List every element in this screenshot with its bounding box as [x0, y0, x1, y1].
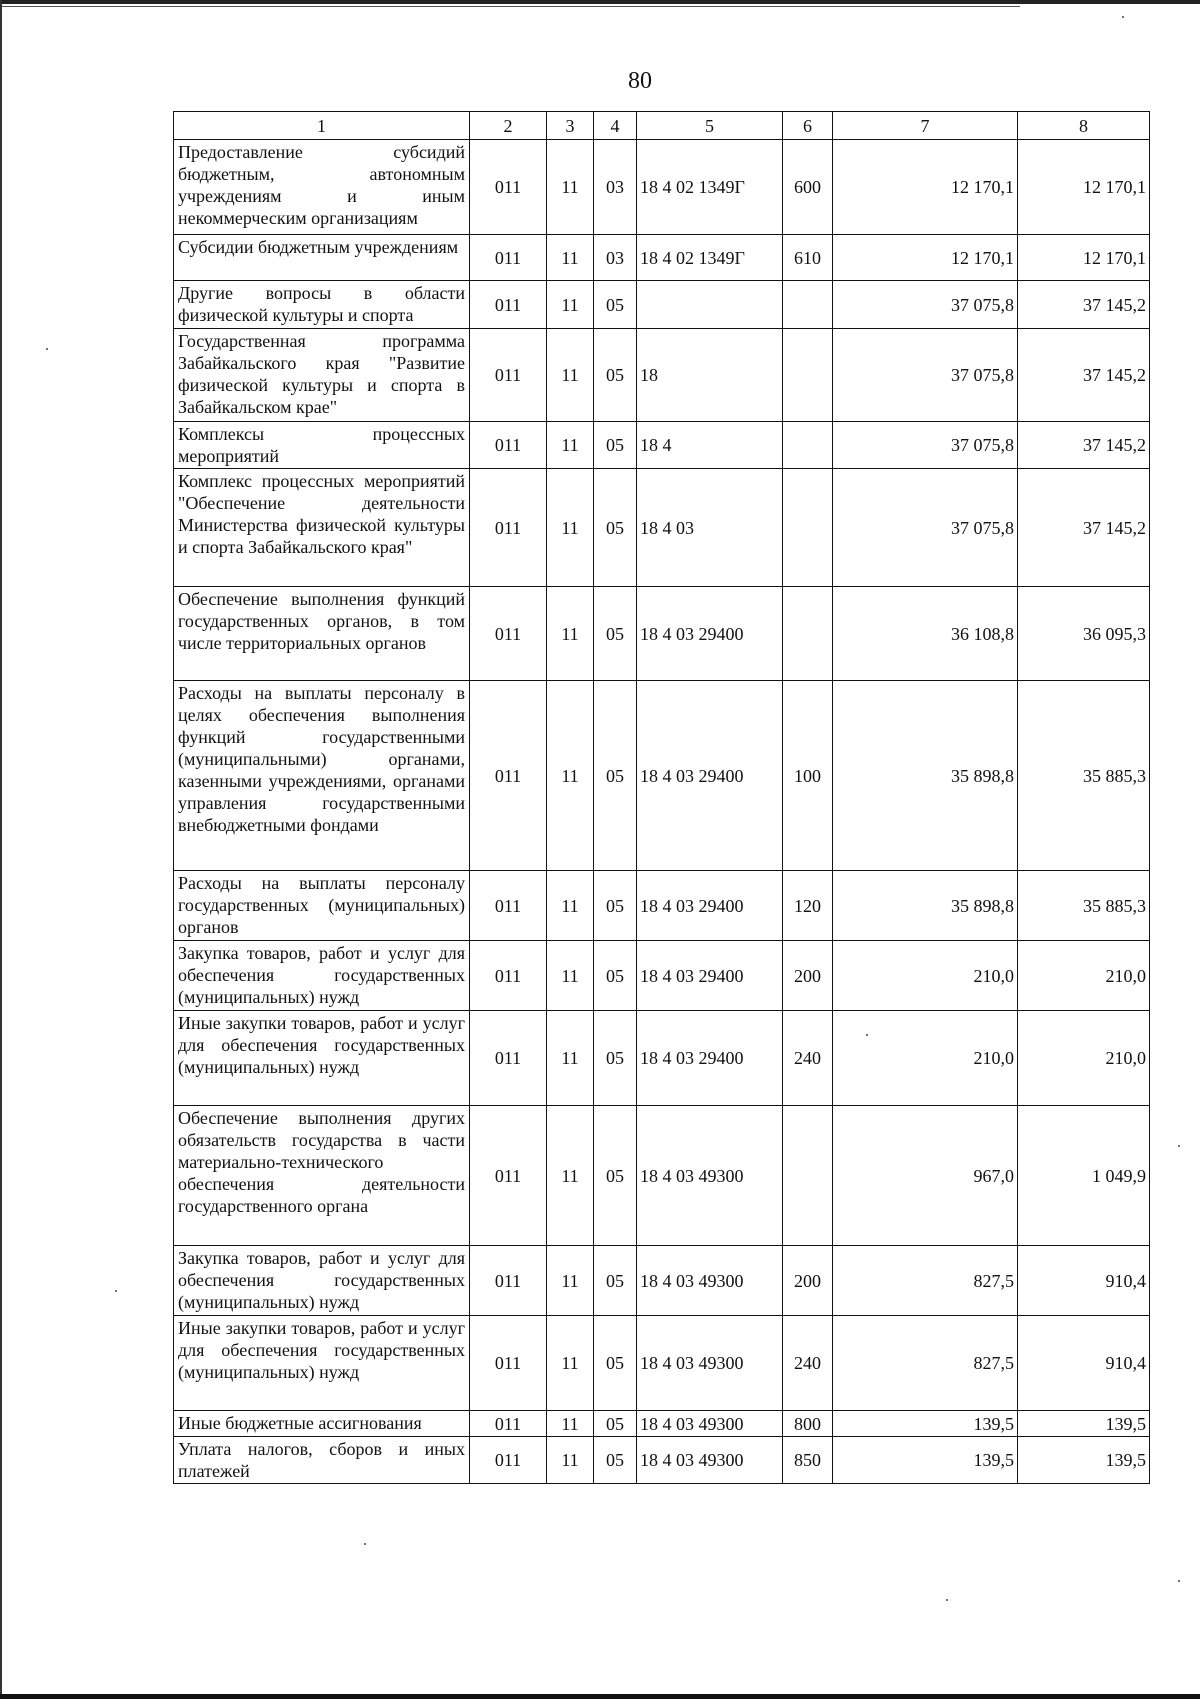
cell-target-article: 18 4 03 29400	[637, 941, 783, 1011]
row-name: Государственная программа Забайкальского края "Развитие физической культуры и спорта в Забайкальском крае"	[174, 329, 470, 422]
cell-amount-year1: 37 075,8	[833, 469, 1018, 587]
cell-target-article: 18 4 02 1349Г	[637, 140, 783, 235]
cell-amount-year2: 12 170,1	[1018, 235, 1150, 281]
scan-speck	[1178, 1580, 1180, 1582]
header-cell: 8	[1018, 112, 1150, 140]
table-row	[174, 140, 1150, 235]
cell-expense-type	[783, 469, 833, 587]
cell-subsection: 05	[594, 1106, 637, 1246]
cell-amount-year1: 12 170,1	[833, 235, 1018, 281]
table-row	[174, 1011, 1150, 1106]
cell-target-article: 18 4 02 1349Г	[637, 235, 783, 281]
cell-amount-year2: 35 885,3	[1018, 871, 1150, 941]
cell-amount-year2: 210,0	[1018, 1011, 1150, 1106]
scan-speck	[115, 1290, 117, 1292]
cell-section: 11	[547, 1411, 594, 1437]
cell-expense-type: 240	[783, 1316, 833, 1411]
cell-subsection: 05	[594, 941, 637, 1011]
cell-subsection: 03	[594, 140, 637, 235]
cell-amount-year1: 37 075,8	[833, 281, 1018, 329]
table-row	[174, 1246, 1150, 1316]
cell-expense-type: 600	[783, 140, 833, 235]
header-cell: 5	[637, 112, 783, 140]
table-row	[174, 1106, 1150, 1246]
cell-ministry: 011	[470, 941, 547, 1011]
cell-target-article: 18 4 03 49300	[637, 1411, 783, 1437]
cell-amount-year2: 210,0	[1018, 941, 1150, 1011]
cell-target-article: 18 4 03	[637, 469, 783, 587]
table-row	[174, 587, 1150, 681]
cell-ministry: 011	[470, 1411, 547, 1437]
cell-section: 11	[547, 871, 594, 941]
cell-amount-year2: 910,4	[1018, 1316, 1150, 1411]
cell-section: 11	[547, 329, 594, 422]
cell-amount-year2: 35 885,3	[1018, 681, 1150, 871]
cell-expense-type: 120	[783, 871, 833, 941]
cell-subsection: 05	[594, 1316, 637, 1411]
row-name: Иные закупки товаров, работ и услуг для обеспечения государственных (муниципальных) нужд	[174, 1316, 470, 1411]
cell-section: 11	[547, 681, 594, 871]
cell-section: 11	[547, 941, 594, 1011]
cell-amount-year1: 827,5	[833, 1316, 1018, 1411]
cell-expense-type: 610	[783, 235, 833, 281]
cell-target-article: 18 4 03 29400	[637, 871, 783, 941]
cell-ministry: 011	[470, 235, 547, 281]
cell-amount-year2: 37 145,2	[1018, 422, 1150, 469]
cell-expense-type	[783, 281, 833, 329]
row-name: Комплекс процессных мероприятий "Обеспечение деятельности Министерства физической культуры и спорта Забайкальского края"	[174, 469, 470, 587]
row-name: Предоставление субсидий бюджетным, автономным учреждениям и иным некоммерческим организациям	[174, 140, 470, 235]
scan-speck	[1122, 16, 1124, 18]
cell-ministry: 011	[470, 1106, 547, 1246]
cell-amount-year2: 37 145,2	[1018, 469, 1150, 587]
scan-edge-bottom	[0, 1694, 1200, 1699]
cell-subsection: 03	[594, 235, 637, 281]
cell-expense-type	[783, 329, 833, 422]
cell-expense-type: 850	[783, 1437, 833, 1484]
table-row	[174, 1316, 1150, 1411]
row-name: Расходы на выплаты персоналу в целях обеспечения выполнения функций государственными (муниципальными) органами, казенными учреждениями, органами управления государственными внебюджетными фондами	[174, 681, 470, 871]
cell-target-article: 18 4 03 49300	[637, 1316, 783, 1411]
cell-amount-year2: 12 170,1	[1018, 140, 1150, 235]
row-name: Закупка товаров, работ и услуг для обеспечения государственных (муниципальных) нужд	[174, 1246, 470, 1316]
cell-target-article: 18	[637, 329, 783, 422]
scan-speck	[1178, 1145, 1180, 1147]
cell-amount-year1: 37 075,8	[833, 422, 1018, 469]
row-name: Расходы на выплаты персоналу государственных (муниципальных) органов	[174, 871, 470, 941]
cell-amount-year2: 139,5	[1018, 1411, 1150, 1437]
cell-subsection: 05	[594, 422, 637, 469]
row-name: Закупка товаров, работ и услуг для обеспечения государственных (муниципальных) нужд	[174, 941, 470, 1011]
table-row	[174, 1437, 1150, 1484]
row-name: Комплексы процессных мероприятий	[174, 422, 470, 469]
cell-subsection: 05	[594, 587, 637, 681]
header-cell: 6	[783, 112, 833, 140]
table-row	[174, 681, 1150, 871]
row-name: Субсидии бюджетным учреждениям	[174, 235, 470, 281]
cell-subsection: 05	[594, 1011, 637, 1106]
cell-ministry: 011	[470, 422, 547, 469]
cell-subsection: 05	[594, 281, 637, 329]
cell-target-article: 18 4 03 29400	[637, 1011, 783, 1106]
cell-target-article: 18 4 03 49300	[637, 1246, 783, 1316]
cell-expense-type: 200	[783, 941, 833, 1011]
row-name: Обеспечение выполнения других обязательств государства в части материально-технического обеспечения деятельности государственного органа	[174, 1106, 470, 1246]
cell-ministry: 011	[470, 1246, 547, 1316]
cell-section: 11	[547, 281, 594, 329]
cell-target-article: 18 4	[637, 422, 783, 469]
cell-amount-year1: 210,0	[833, 1011, 1018, 1106]
scan-speck	[946, 1599, 948, 1601]
cell-subsection: 05	[594, 469, 637, 587]
cell-subsection: 05	[594, 1246, 637, 1316]
cell-amount-year2: 1 049,9	[1018, 1106, 1150, 1246]
scan-edge-top	[0, 0, 1200, 4]
cell-expense-type: 240	[783, 1011, 833, 1106]
cell-amount-year2: 37 145,2	[1018, 281, 1150, 329]
cell-target-article: 18 4 03 29400	[637, 681, 783, 871]
cell-expense-type	[783, 587, 833, 681]
header-cell: 3	[547, 112, 594, 140]
row-name: Обеспечение выполнения функций государственных органов, в том числе территориальных органов	[174, 587, 470, 681]
cell-section: 11	[547, 1106, 594, 1246]
cell-ministry: 011	[470, 871, 547, 941]
table-row	[174, 941, 1150, 1011]
cell-target-article: 18 4 03 29400	[637, 587, 783, 681]
row-name: Другие вопросы в области физической культуры и спорта	[174, 281, 470, 329]
cell-section: 11	[547, 1246, 594, 1316]
header-cell: 1	[174, 112, 470, 140]
cell-amount-year1: 827,5	[833, 1246, 1018, 1316]
cell-target-article: 18 4 03 49300	[637, 1437, 783, 1484]
cell-subsection: 05	[594, 329, 637, 422]
cell-ministry: 011	[470, 1011, 547, 1106]
cell-section: 11	[547, 140, 594, 235]
cell-subsection: 05	[594, 1437, 637, 1484]
cell-amount-year1: 210,0	[833, 941, 1018, 1011]
header-cell: 7	[833, 112, 1018, 140]
cell-ministry: 011	[470, 587, 547, 681]
cell-subsection: 05	[594, 681, 637, 871]
cell-amount-year1: 967,0	[833, 1106, 1018, 1246]
table-row	[174, 235, 1150, 281]
header-cell: 2	[470, 112, 547, 140]
cell-amount-year2: 910,4	[1018, 1246, 1150, 1316]
cell-ministry: 011	[470, 1437, 547, 1484]
cell-expense-type: 200	[783, 1246, 833, 1316]
cell-subsection: 05	[594, 1411, 637, 1437]
scan-edge-top-thin	[0, 6, 1020, 7]
cell-amount-year2: 36 095,3	[1018, 587, 1150, 681]
header-cell: 4	[594, 112, 637, 140]
cell-target-article: 18 4 03 49300	[637, 1106, 783, 1246]
cell-section: 11	[547, 1011, 594, 1106]
cell-expense-type	[783, 1106, 833, 1246]
cell-ministry: 011	[470, 329, 547, 422]
page-number: 80	[628, 68, 652, 94]
row-name: Иные бюджетные ассигнования	[174, 1411, 470, 1437]
table-row	[174, 422, 1150, 469]
cell-ministry: 011	[470, 469, 547, 587]
cell-section: 11	[547, 422, 594, 469]
table-header-row	[174, 112, 1150, 140]
cell-expense-type: 100	[783, 681, 833, 871]
cell-section: 11	[547, 1316, 594, 1411]
cell-ministry: 011	[470, 140, 547, 235]
cell-amount-year1: 35 898,8	[833, 871, 1018, 941]
cell-target-article	[637, 281, 783, 329]
cell-amount-year1: 36 108,8	[833, 587, 1018, 681]
cell-amount-year1: 139,5	[833, 1411, 1018, 1437]
row-name: Иные закупки товаров, работ и услуг для обеспечения государственных (муниципальных) нужд	[174, 1011, 470, 1106]
scan-speck	[364, 1543, 366, 1545]
cell-amount-year2: 139,5	[1018, 1437, 1150, 1484]
cell-ministry: 011	[470, 681, 547, 871]
table-row	[174, 329, 1150, 422]
cell-section: 11	[547, 587, 594, 681]
cell-amount-year1: 139,5	[833, 1437, 1018, 1484]
cell-ministry: 011	[470, 1316, 547, 1411]
cell-amount-year1: 12 170,1	[833, 140, 1018, 235]
cell-section: 11	[547, 1437, 594, 1484]
table-row	[174, 281, 1150, 329]
cell-subsection: 05	[594, 871, 637, 941]
cell-amount-year2: 37 145,2	[1018, 329, 1150, 422]
row-name: Уплата налогов, сборов и иных платежей	[174, 1437, 470, 1484]
cell-amount-year1: 35 898,8	[833, 681, 1018, 871]
table-row	[174, 871, 1150, 941]
cell-ministry: 011	[470, 281, 547, 329]
scan-edge-left	[0, 0, 2, 1699]
cell-section: 11	[547, 235, 594, 281]
cell-amount-year1: 37 075,8	[833, 329, 1018, 422]
cell-section: 11	[547, 469, 594, 587]
scan-speck	[46, 348, 48, 350]
cell-expense-type: 800	[783, 1411, 833, 1437]
table-row	[174, 469, 1150, 587]
table-row	[174, 1411, 1150, 1437]
cell-expense-type	[783, 422, 833, 469]
budget-table	[173, 111, 1150, 1484]
